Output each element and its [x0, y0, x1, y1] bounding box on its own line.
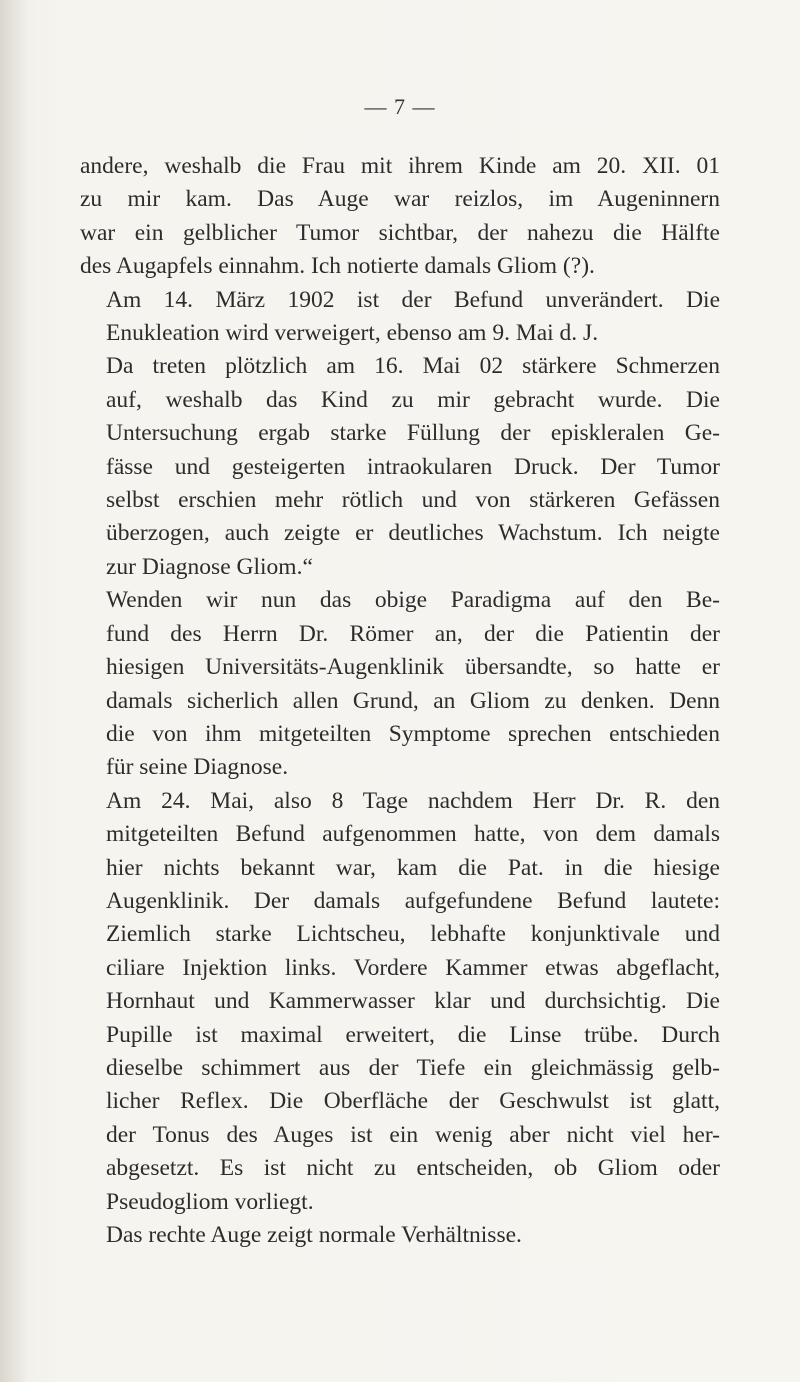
- text-line: Pupille ist maximal erweitert, die Linse trübe. Durch: [106, 1021, 720, 1048]
- text-line: hier nichts bekannt war, kam die Pat. in die hiesige: [106, 854, 720, 881]
- text-line: die von ihm mitgeteilten Symptome sprechen entschieden: [106, 720, 720, 747]
- text-line: Enukleation wird verweigert, ebenso am 9. Mai d. J.: [106, 320, 599, 347]
- text-line: Ziemlich starke Lichtscheu, lebhafte konjunktivale und: [106, 921, 720, 948]
- text-line: ciliare Injektion links. Vordere Kammer etwas abgeflacht,: [106, 954, 720, 981]
- paragraph: [80, 1219, 720, 1252]
- text-line: Am 14. März 1902 ist der Befund unverändert. Die: [106, 286, 720, 313]
- text-line: dieselbe schimmert aus der Tiefe ein gleichmässig gelb-: [106, 1054, 720, 1081]
- text-line: selbst erschien mehr rötlich und von stärkeren Gefässen: [106, 487, 720, 514]
- text-line: zur Diagnose Gliom.“: [106, 553, 313, 580]
- text-line: Das rechte Auge zeigt normale Verhältnisse.: [106, 1222, 522, 1248]
- text-line: auf, weshalb das Kind zu mir gebracht wurde. Die: [106, 386, 720, 413]
- text-line: fässe und gesteigerten intraokularen Druck. Der Tumor: [106, 453, 720, 480]
- text-line: hiesigen Universitäts-Augenklinik übersandte, so hatte er: [106, 654, 720, 681]
- text-line: Da treten plötzlich am 16. Mai 02 stärkere Schmerzen: [106, 353, 720, 380]
- text-line: des Augapfels einnahm. Ich notierte damals Gliom (?).: [80, 253, 595, 280]
- text-line: für seine Diagnose.: [106, 754, 289, 781]
- text-line: war ein gelblicher Tumor sichtbar, der nahezu die Hälfte: [80, 219, 720, 246]
- paragraph: [80, 350, 720, 584]
- paragraph: [80, 284, 720, 351]
- text-line: Wenden wir nun das obige Paradigma auf den Be-: [106, 587, 720, 614]
- text-line: Pseudogliom vorliegt.: [106, 1188, 314, 1215]
- text-line: mitgeteilten Befund aufgenommen hatte, von dem damals: [106, 821, 720, 848]
- text-line: damals sicherlich allen Grund, an Gliom zu denken. Denn: [106, 687, 720, 714]
- binding-shadow: [0, 0, 28, 1382]
- text-line: andere, weshalb die Frau mit ihrem Kinde am 20. XII. 01: [80, 153, 720, 179]
- text-line: abgesetzt. Es ist nicht zu entscheiden, ob Gliom oder: [106, 1155, 720, 1182]
- text-line: Untersuchung ergab starke Füllung der episkleralen Ge-: [106, 420, 720, 447]
- text-line: fund des Herrn Dr. Römer an, der die Patientin der: [106, 620, 720, 647]
- text-line: überzogen, auch zeigte er deutliches Wachstum. Ich neigte: [106, 520, 720, 547]
- text-line: zu mir kam. Das Auge war reizlos, im Augeninnern: [80, 186, 720, 213]
- paragraph: [80, 785, 720, 1219]
- paragraph: [80, 584, 720, 784]
- body-text: [80, 150, 720, 1252]
- paragraph: [80, 150, 720, 284]
- text-line: Am 24. Mai, also 8 Tage nachdem Herr Dr. R. den: [106, 787, 720, 814]
- text-line: Augenklinik. Der damals aufgefundene Befund lautete:: [106, 887, 720, 914]
- text-line: der Tonus des Auges ist ein wenig aber nicht viel her-: [106, 1121, 720, 1148]
- text-line: Hornhaut und Kammerwasser klar und durchsichtig. Die: [106, 988, 720, 1015]
- text-line: licher Reflex. Die Oberfläche der Geschwulst ist glatt,: [106, 1088, 720, 1115]
- page-number: — 7 —: [364, 94, 436, 119]
